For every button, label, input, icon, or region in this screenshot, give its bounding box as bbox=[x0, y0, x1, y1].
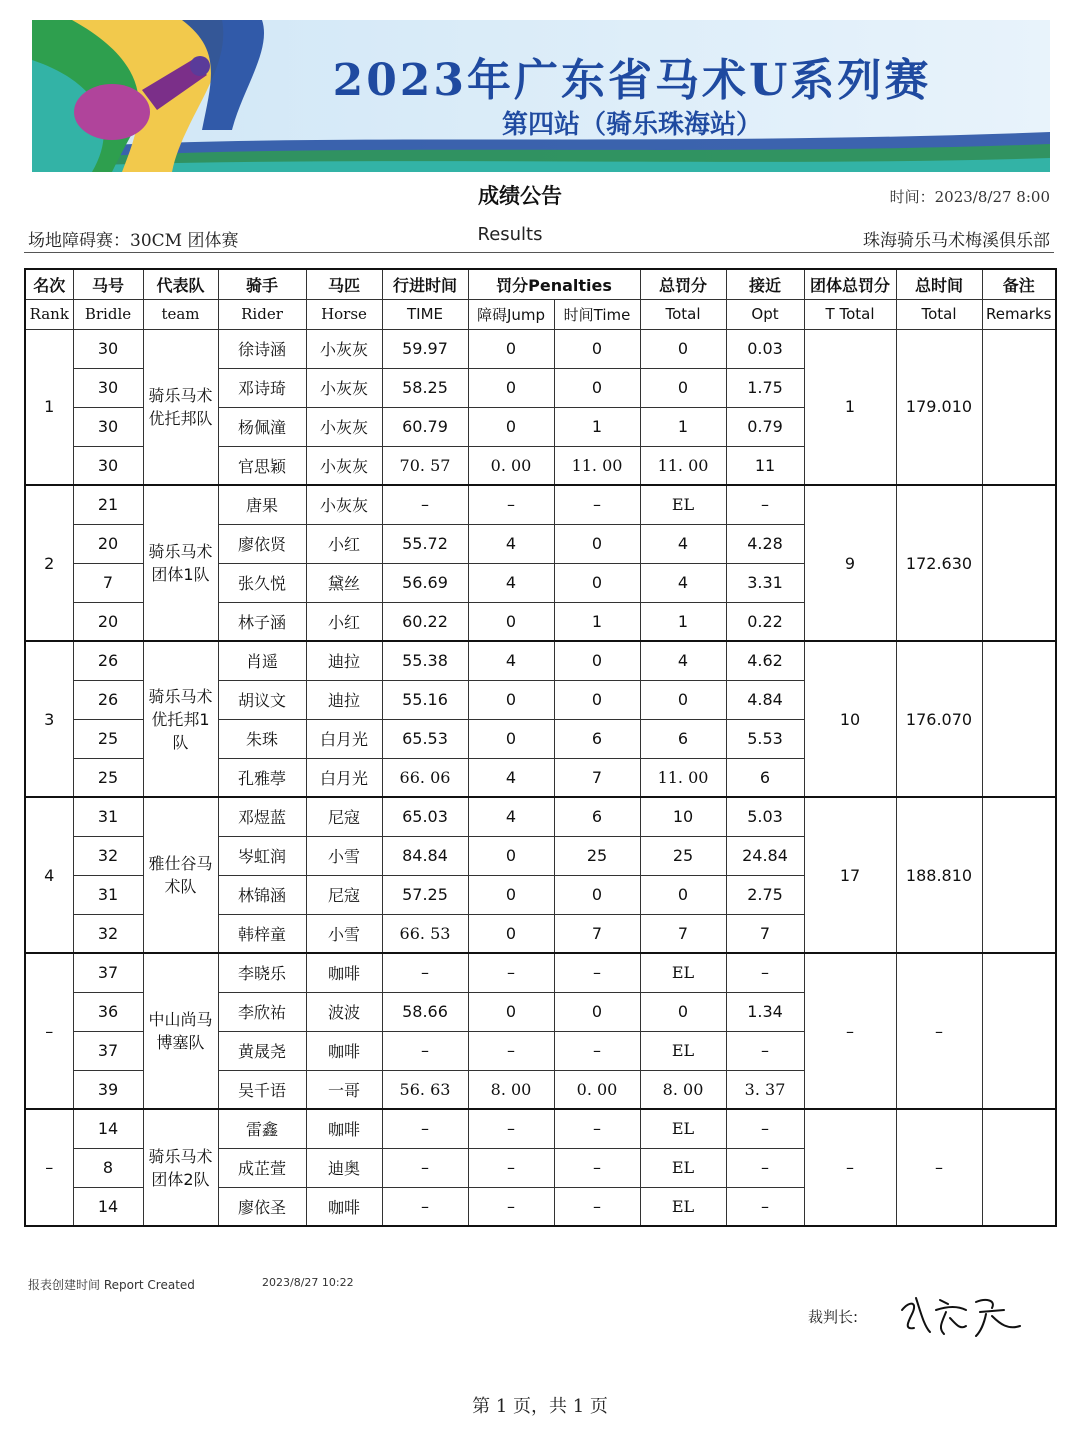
header-divider bbox=[24, 252, 1054, 253]
col-bridle-en: Bridle bbox=[73, 299, 143, 329]
team-total-penalty-cell: – bbox=[804, 953, 896, 1109]
results-table bbox=[24, 268, 1057, 1227]
time-pen-cell: 6 bbox=[554, 797, 640, 836]
team-name-line: 队 bbox=[172, 732, 189, 752]
bridle-cell: 30 bbox=[73, 329, 143, 368]
opt-cell: 0.22 bbox=[726, 602, 804, 641]
time-cell: – bbox=[382, 1148, 468, 1187]
jump-cell: 0 bbox=[468, 836, 554, 875]
bridle-cell: 32 bbox=[73, 836, 143, 875]
rider-cell: 官思颖 bbox=[218, 446, 306, 485]
total-cell: 0 bbox=[640, 992, 726, 1031]
table-body bbox=[25, 329, 1056, 1226]
bridle-cell: 26 bbox=[73, 641, 143, 680]
opt-cell: – bbox=[726, 953, 804, 992]
team-cell bbox=[143, 329, 218, 485]
total-cell: 4 bbox=[640, 641, 726, 680]
opt-cell: 6 bbox=[726, 758, 804, 797]
team-name-line: 骑乐马术 bbox=[148, 686, 213, 706]
col-time-en: TIME bbox=[382, 299, 468, 329]
time-cell: – bbox=[382, 953, 468, 992]
horse-cell: 尼寇 bbox=[306, 797, 382, 836]
opt-cell: – bbox=[726, 485, 804, 524]
team-name-line: 骑乐马术 bbox=[148, 542, 213, 561]
total-cell: 4 bbox=[640, 524, 726, 563]
time-cell: 66. 53 bbox=[382, 914, 468, 953]
horse-cell: 小灰灰 bbox=[306, 485, 382, 524]
opt-cell: 0.79 bbox=[726, 407, 804, 446]
horse-cell: 小灰灰 bbox=[306, 407, 382, 446]
col-total-zh: 总罚分 bbox=[640, 269, 726, 299]
opt-cell: – bbox=[726, 1187, 804, 1226]
jump-cell: 0 bbox=[468, 329, 554, 368]
jump-cell: 0 bbox=[468, 992, 554, 1031]
team-name-line: 团体1队 bbox=[151, 565, 210, 584]
team-total-penalty-cell: – bbox=[804, 1109, 896, 1226]
rank-cell: 1 bbox=[25, 329, 73, 485]
announcement-title: 成绩公告 bbox=[478, 184, 562, 208]
time-pen-cell: 0 bbox=[554, 875, 640, 914]
time-pen-cell: 1 bbox=[554, 407, 640, 446]
jump-cell: 0 bbox=[468, 914, 554, 953]
total-cell: 25 bbox=[640, 836, 726, 875]
total-cell: EL bbox=[640, 1187, 726, 1226]
remarks-cell bbox=[982, 641, 1056, 797]
total-cell: 8. 00 bbox=[640, 1070, 726, 1109]
bridle-cell: 25 bbox=[73, 719, 143, 758]
col-rider-en: Rider bbox=[218, 299, 306, 329]
bridle-cell: 39 bbox=[73, 1070, 143, 1109]
event-banner bbox=[32, 20, 1050, 172]
team-name-line: 骑乐马术 bbox=[148, 385, 213, 405]
horse-cell: 小灰灰 bbox=[306, 368, 382, 407]
time-cell: 55.38 bbox=[382, 641, 468, 680]
jump-cell: 0 bbox=[468, 875, 554, 914]
table-row bbox=[25, 641, 1056, 680]
jump-cell: – bbox=[468, 1148, 554, 1187]
rider-cell: 朱珠 bbox=[218, 719, 306, 758]
team-total-penalty-cell: 17 bbox=[804, 797, 896, 953]
table-row bbox=[25, 953, 1056, 992]
horse-cell: 迪拉 bbox=[306, 680, 382, 719]
team-total-time-cell: 179.010 bbox=[896, 329, 982, 485]
bridle-cell: 30 bbox=[73, 407, 143, 446]
team-total-time-cell: 188.810 bbox=[896, 797, 982, 953]
jump-cell: 8. 00 bbox=[468, 1070, 554, 1109]
total-cell: 4 bbox=[640, 563, 726, 602]
time-pen-cell: 0 bbox=[554, 368, 640, 407]
bridle-cell: 36 bbox=[73, 992, 143, 1031]
time-pen-cell: – bbox=[554, 485, 640, 524]
time-pen-cell: 0 bbox=[554, 524, 640, 563]
opt-cell: – bbox=[726, 1031, 804, 1070]
horse-cell: 咖啡 bbox=[306, 1109, 382, 1148]
total-cell: 1 bbox=[640, 602, 726, 641]
total-cell: 0 bbox=[640, 329, 726, 368]
col-timepen-en: 时间Time bbox=[554, 299, 640, 329]
opt-cell: 4.84 bbox=[726, 680, 804, 719]
time-cell: 65.03 bbox=[382, 797, 468, 836]
time-pen-cell: – bbox=[554, 1148, 640, 1187]
rank-cell: 4 bbox=[25, 797, 73, 953]
opt-cell: 1.34 bbox=[726, 992, 804, 1031]
bridle-cell: 21 bbox=[73, 485, 143, 524]
col-rank-zh: 名次 bbox=[25, 269, 73, 299]
header-row-en bbox=[25, 299, 1056, 329]
opt-cell: 5.53 bbox=[726, 719, 804, 758]
horse-cell: 白月光 bbox=[306, 758, 382, 797]
time-pen-cell: 1 bbox=[554, 602, 640, 641]
time-cell: 57.25 bbox=[382, 875, 468, 914]
col-jump-en: 障碍Jump bbox=[468, 299, 554, 329]
team-total-penalty-cell: 9 bbox=[804, 485, 896, 641]
jump-cell: 4 bbox=[468, 563, 554, 602]
bridle-cell: 31 bbox=[73, 875, 143, 914]
horse-cell: 小雪 bbox=[306, 914, 382, 953]
opt-cell: 24.84 bbox=[726, 836, 804, 875]
time-cell: 56.69 bbox=[382, 563, 468, 602]
results-label: Results bbox=[477, 224, 543, 245]
opt-cell: – bbox=[726, 1148, 804, 1187]
col-time-zh: 行进时间 bbox=[382, 269, 468, 299]
time-cell: 65.53 bbox=[382, 719, 468, 758]
rider-cell: 邓诗琦 bbox=[218, 368, 306, 407]
time-pen-cell: 0 bbox=[554, 329, 640, 368]
total-cell: EL bbox=[640, 953, 726, 992]
rider-cell: 徐诗涵 bbox=[218, 329, 306, 368]
time-pen-cell: 6 bbox=[554, 719, 640, 758]
horse-cell: 尼寇 bbox=[306, 875, 382, 914]
col-rider-zh: 骑手 bbox=[218, 269, 306, 299]
time-pen-cell: – bbox=[554, 1109, 640, 1148]
opt-cell: 1.75 bbox=[726, 368, 804, 407]
team-cell bbox=[143, 797, 218, 953]
col-ttotal-zh: 团体总罚分 bbox=[804, 269, 896, 299]
opt-cell: 7 bbox=[726, 914, 804, 953]
col-rank-en: Rank bbox=[25, 299, 73, 329]
bridle-cell: 30 bbox=[73, 368, 143, 407]
jump-cell: – bbox=[468, 1187, 554, 1226]
horse-cell: 小灰灰 bbox=[306, 329, 382, 368]
time-pen-cell: 0 bbox=[554, 680, 640, 719]
jump-cell: – bbox=[468, 1031, 554, 1070]
rider-cell: 李晓乐 bbox=[218, 953, 306, 992]
time-cell: 59.97 bbox=[382, 329, 468, 368]
bridle-cell: 31 bbox=[73, 797, 143, 836]
rank-cell: 3 bbox=[25, 641, 73, 797]
time-pen-cell: 25 bbox=[554, 836, 640, 875]
col-horse-en: Horse bbox=[306, 299, 382, 329]
horse-cell: 咖啡 bbox=[306, 1031, 382, 1070]
team-name-line: 雅仕谷马 bbox=[148, 854, 213, 873]
col-ttotal-en: T Total bbox=[804, 299, 896, 329]
jump-cell: 0 bbox=[468, 368, 554, 407]
banner-subtitle: 第四站（骑乐珠海站） bbox=[501, 110, 762, 140]
team-cell bbox=[143, 485, 218, 641]
table-row bbox=[25, 485, 1056, 524]
time-pen-cell: 0 bbox=[554, 641, 640, 680]
rider-cell: 林锦涵 bbox=[218, 875, 306, 914]
total-cell: EL bbox=[640, 1031, 726, 1070]
table-row bbox=[25, 1109, 1056, 1148]
horse-cell: 迪拉 bbox=[306, 641, 382, 680]
page-number: 第 1 页，共 1 页 bbox=[472, 1396, 608, 1417]
announcement-time bbox=[890, 186, 1050, 207]
team-total-time-cell: 176.070 bbox=[896, 641, 982, 797]
time-cell: – bbox=[382, 1187, 468, 1226]
rider-cell: 成芷萱 bbox=[218, 1148, 306, 1187]
horse-cell: 白月光 bbox=[306, 719, 382, 758]
rank-cell: – bbox=[25, 953, 73, 1109]
team-total-time-cell: – bbox=[896, 1109, 982, 1226]
rider-cell: 邓煜蓝 bbox=[218, 797, 306, 836]
col-horse-zh: 马匹 bbox=[306, 269, 382, 299]
col-remarks-zh: 备注 bbox=[982, 269, 1056, 299]
time-pen-cell: 11. 00 bbox=[554, 446, 640, 485]
time-cell: 60.22 bbox=[382, 602, 468, 641]
time-cell: 60.79 bbox=[382, 407, 468, 446]
time-cell: 70. 57 bbox=[382, 446, 468, 485]
col-totaltime-en: Total bbox=[896, 299, 982, 329]
total-cell: EL bbox=[640, 1148, 726, 1187]
time-pen-cell: 0. 00 bbox=[554, 1070, 640, 1109]
total-cell: 11. 00 bbox=[640, 446, 726, 485]
time-pen-cell: 0 bbox=[554, 563, 640, 602]
bridle-cell: 7 bbox=[73, 563, 143, 602]
jump-cell: 4 bbox=[468, 524, 554, 563]
jump-cell: 0. 00 bbox=[468, 446, 554, 485]
opt-cell: 11 bbox=[726, 446, 804, 485]
rider-cell: 张久悦 bbox=[218, 563, 306, 602]
time-pen-cell: 7 bbox=[554, 758, 640, 797]
time-label: 时间： bbox=[889, 188, 935, 206]
total-cell: 6 bbox=[640, 719, 726, 758]
team-name-line: 中山尚马 bbox=[148, 1010, 213, 1029]
rider-cell: 黄晟尧 bbox=[218, 1031, 306, 1070]
rider-cell: 廖依贤 bbox=[218, 524, 306, 563]
rider-cell: 孔雅葶 bbox=[218, 758, 306, 797]
chief-judge-label: 裁判长: bbox=[808, 1308, 859, 1326]
team-name-line: 优托邦队 bbox=[148, 408, 213, 428]
bridle-cell: 20 bbox=[73, 524, 143, 563]
time-pen-cell: 7 bbox=[554, 914, 640, 953]
horse-cell: 小灰灰 bbox=[306, 446, 382, 485]
rider-cell: 唐果 bbox=[218, 485, 306, 524]
time-cell: 55.72 bbox=[382, 524, 468, 563]
time-cell: 84.84 bbox=[382, 836, 468, 875]
report-created-label: 报表创建时间 Report Created bbox=[28, 1278, 195, 1292]
table-row bbox=[25, 329, 1056, 368]
team-total-time-cell: – bbox=[896, 953, 982, 1109]
club-name: 珠海骑乐马术梅溪俱乐部 bbox=[863, 231, 1050, 251]
opt-cell: 3. 37 bbox=[726, 1070, 804, 1109]
horse-cell: 咖啡 bbox=[306, 953, 382, 992]
remarks-cell bbox=[982, 485, 1056, 641]
jump-cell: – bbox=[468, 1109, 554, 1148]
horse-cell: 咖啡 bbox=[306, 1187, 382, 1226]
horse-cell: 小红 bbox=[306, 524, 382, 563]
time-cell: 66. 06 bbox=[382, 758, 468, 797]
rider-cell: 雷鑫 bbox=[218, 1109, 306, 1148]
team-total-penalty-cell: 10 bbox=[804, 641, 896, 797]
col-team-en: team bbox=[143, 299, 218, 329]
time-pen-cell: – bbox=[554, 1031, 640, 1070]
col-team-zh: 代表队 bbox=[143, 269, 218, 299]
rider-cell: 肖遥 bbox=[218, 641, 306, 680]
rider-cell: 胡议文 bbox=[218, 680, 306, 719]
team-total-time-cell: 172.630 bbox=[896, 485, 982, 641]
rider-cell: 岑虹润 bbox=[218, 836, 306, 875]
rank-cell: – bbox=[25, 1109, 73, 1226]
total-cell: EL bbox=[640, 1109, 726, 1148]
opt-cell: 2.75 bbox=[726, 875, 804, 914]
jump-cell: 4 bbox=[468, 758, 554, 797]
rider-cell: 杨佩潼 bbox=[218, 407, 306, 446]
jump-cell: 4 bbox=[468, 797, 554, 836]
horse-cell: 黛丝 bbox=[306, 563, 382, 602]
opt-cell: 3.31 bbox=[726, 563, 804, 602]
jump-cell: 0 bbox=[468, 407, 554, 446]
bridle-cell: 37 bbox=[73, 1031, 143, 1070]
opt-cell: 5.03 bbox=[726, 797, 804, 836]
bridle-cell: 37 bbox=[73, 953, 143, 992]
jump-cell: 0 bbox=[468, 719, 554, 758]
horse-cell: 小红 bbox=[306, 602, 382, 641]
time-cell: – bbox=[382, 1109, 468, 1148]
opt-cell: 4.62 bbox=[726, 641, 804, 680]
opt-cell: 0.03 bbox=[726, 329, 804, 368]
remarks-cell bbox=[982, 797, 1056, 953]
horse-cell: 波波 bbox=[306, 992, 382, 1031]
team-name-line: 博塞队 bbox=[156, 1033, 205, 1052]
horse-cell: 迪奥 bbox=[306, 1148, 382, 1187]
bridle-cell: 20 bbox=[73, 602, 143, 641]
time-cell: 56. 63 bbox=[382, 1070, 468, 1109]
remarks-cell bbox=[982, 953, 1056, 1109]
col-totaltime-zh: 总时间 bbox=[896, 269, 982, 299]
horse-cell: 小雪 bbox=[306, 836, 382, 875]
bridle-cell: 26 bbox=[73, 680, 143, 719]
total-cell: 0 bbox=[640, 680, 726, 719]
total-cell: 0 bbox=[640, 368, 726, 407]
col-remarks-en: Remarks bbox=[982, 299, 1056, 329]
bridle-cell: 32 bbox=[73, 914, 143, 953]
total-cell: 10 bbox=[640, 797, 726, 836]
rider-cell: 林子涵 bbox=[218, 602, 306, 641]
bridle-cell: 14 bbox=[73, 1109, 143, 1148]
bridle-cell: 25 bbox=[73, 758, 143, 797]
opt-cell: 4.28 bbox=[726, 524, 804, 563]
time-cell: – bbox=[382, 485, 468, 524]
rider-cell: 吴千语 bbox=[218, 1070, 306, 1109]
time-pen-cell: – bbox=[554, 953, 640, 992]
table-row bbox=[25, 797, 1056, 836]
jump-cell: – bbox=[468, 953, 554, 992]
total-cell: 0 bbox=[640, 875, 726, 914]
chief-judge-signature bbox=[896, 1290, 1026, 1340]
col-penalties-zh: 罚分Penalties bbox=[468, 269, 640, 299]
time-cell: – bbox=[382, 1031, 468, 1070]
remarks-cell bbox=[982, 329, 1056, 485]
col-total-en: Total bbox=[640, 299, 726, 329]
total-cell: 11. 00 bbox=[640, 758, 726, 797]
jump-cell: 0 bbox=[468, 680, 554, 719]
time-cell: 58.25 bbox=[382, 368, 468, 407]
total-cell: EL bbox=[640, 485, 726, 524]
opt-cell: – bbox=[726, 1109, 804, 1148]
team-name-line: 骑乐马术 bbox=[148, 1146, 213, 1166]
team-name-line: 术队 bbox=[164, 877, 197, 896]
rider-cell: 韩梓童 bbox=[218, 914, 306, 953]
horse-cell: 一哥 bbox=[306, 1070, 382, 1109]
team-cell bbox=[143, 1109, 218, 1226]
remarks-cell bbox=[982, 1109, 1056, 1226]
col-opt-zh: 接近 bbox=[726, 269, 804, 299]
total-cell: 7 bbox=[640, 914, 726, 953]
jump-cell: – bbox=[468, 485, 554, 524]
total-cell: 1 bbox=[640, 407, 726, 446]
rider-cell: 李欣祐 bbox=[218, 992, 306, 1031]
event-name: 场地障碍赛：30CM 团体赛 bbox=[28, 231, 239, 251]
team-total-penalty-cell: 1 bbox=[804, 329, 896, 485]
team-name-line: 团体2队 bbox=[151, 1169, 210, 1189]
time-pen-cell: 0 bbox=[554, 992, 640, 1031]
time-cell: 58.66 bbox=[382, 992, 468, 1031]
rank-cell: 2 bbox=[25, 485, 73, 641]
col-bridle-zh: 马号 bbox=[73, 269, 143, 299]
banner-title: 2023年广东省马术U系列赛 bbox=[332, 55, 932, 106]
rider-cell: 廖依圣 bbox=[218, 1187, 306, 1226]
jump-cell: 4 bbox=[468, 641, 554, 680]
report-created-time: 2023/8/27 10:22 bbox=[262, 1276, 354, 1289]
team-name-line: 优托邦1 bbox=[151, 709, 210, 729]
time-value: 2023/8/27 8:00 bbox=[934, 188, 1050, 206]
time-pen-cell: – bbox=[554, 1187, 640, 1226]
jump-cell: 0 bbox=[468, 602, 554, 641]
team-cell bbox=[143, 641, 218, 797]
time-cell: 55.16 bbox=[382, 680, 468, 719]
team-cell bbox=[143, 953, 218, 1109]
bridle-cell: 14 bbox=[73, 1187, 143, 1226]
bridle-cell: 30 bbox=[73, 446, 143, 485]
col-opt-en: Opt bbox=[726, 299, 804, 329]
bridle-cell: 8 bbox=[73, 1148, 143, 1187]
header-row-zh bbox=[25, 269, 1056, 299]
